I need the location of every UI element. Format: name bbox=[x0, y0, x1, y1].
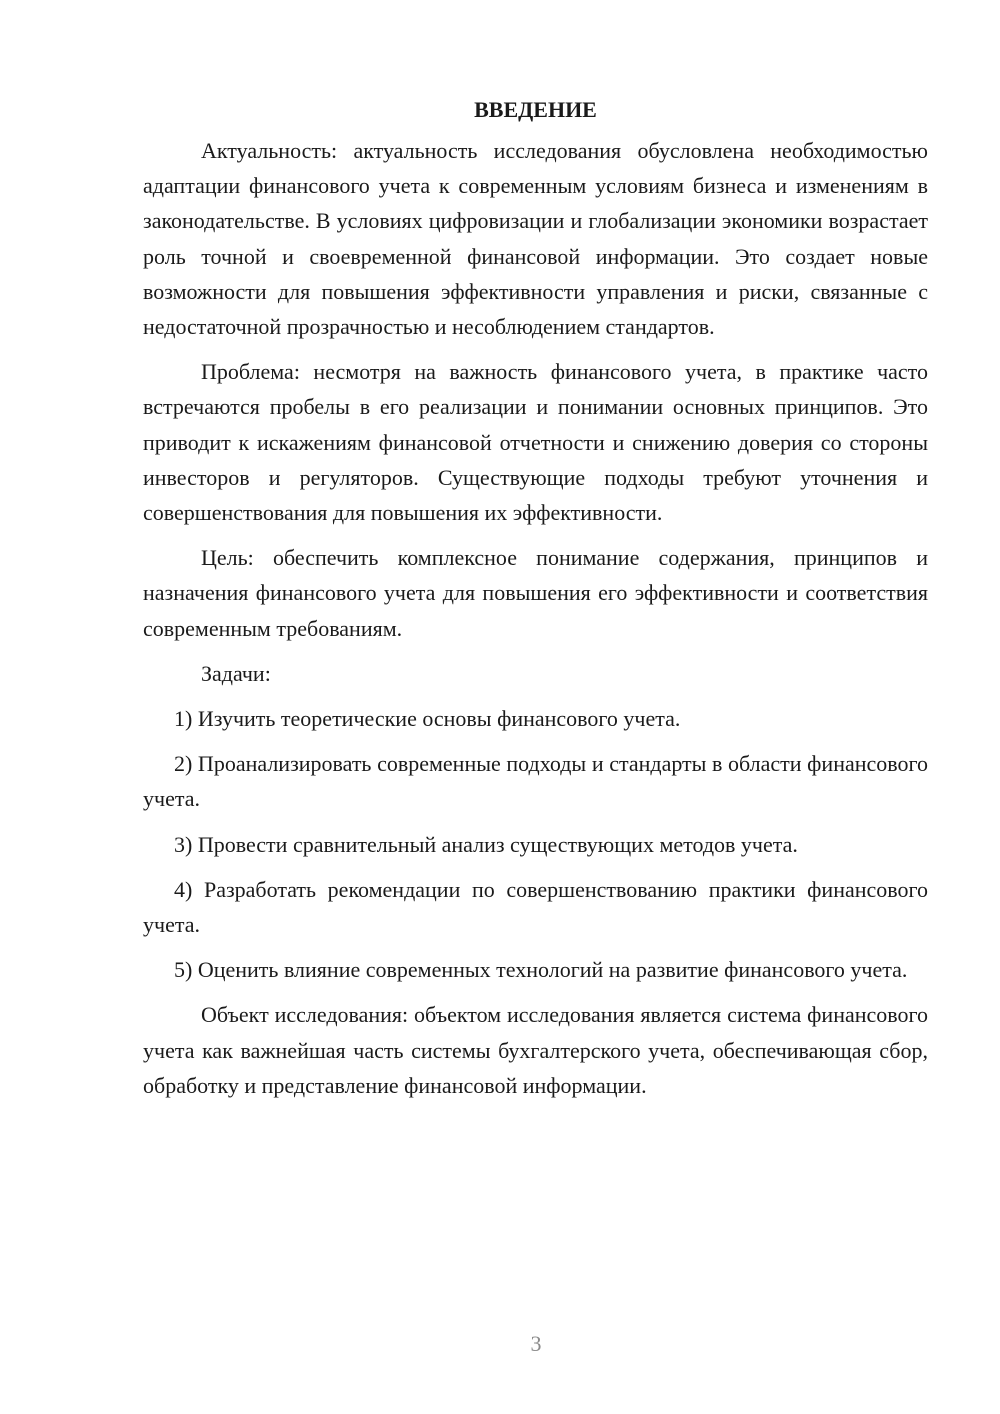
document-page bbox=[143, 92, 928, 1113]
page-number: 3 bbox=[530, 1331, 542, 1356]
goal-paragraph: Цель: обеспечить комплексное понимание содержания, принципов и назначения финансового учета для повышения его эффективности и соответствия современным требованиям. bbox=[143, 545, 928, 641]
task-item: 1) Изучить теоретические основы финансового учета. bbox=[174, 706, 681, 732]
tasks-heading: Задачи: bbox=[201, 660, 271, 686]
task-item: 4) Разработать рекомендации по совершенствованию практики финансового учета. bbox=[143, 876, 928, 938]
task-item: 3) Провести сравнительный анализ существующих методов учета. bbox=[174, 831, 798, 857]
section-title: ВВЕДЕНИЕ bbox=[474, 97, 597, 122]
tasks-list bbox=[143, 701, 928, 987]
task-item: 5) Оценить влияние современных технологий на развитие финансового учета. bbox=[174, 957, 908, 983]
object-paragraph: Объект исследования: объектом исследования является система финансового учета как важнейшая часть системы бухгалтерского учета, обеспечивающая сбор, обработку и представление финансовой информации. bbox=[143, 1002, 928, 1098]
relevance-paragraph: Актуальность: актуальность исследования обусловлена необходимостью адаптации финансового учета к современным условиям бизнеса и изменениям в законодательстве. В условиях цифровизации и глобализации экономики возрастает роль точной и своевременной финансовой информации. Это создает новые возможности для повышения эффективности управления и риски, связанные с недостаточной прозрачностью и несоблюдением стандартов. bbox=[143, 138, 928, 340]
task-item: 2) Проанализировать современные подходы и стандарты в области финансового учета. bbox=[143, 751, 928, 812]
problem-paragraph: Проблема: несмотря на важность финансового учета, в практике часто встречаются пробелы в его реализации и понимании основных принципов. Это приводит к искажениям финансовой отчетности и снижению доверия со стороны инвесторов и регуляторов. Существующие подходы требуют уточнения и совершенствования для повышения их эффективности. bbox=[143, 359, 928, 526]
